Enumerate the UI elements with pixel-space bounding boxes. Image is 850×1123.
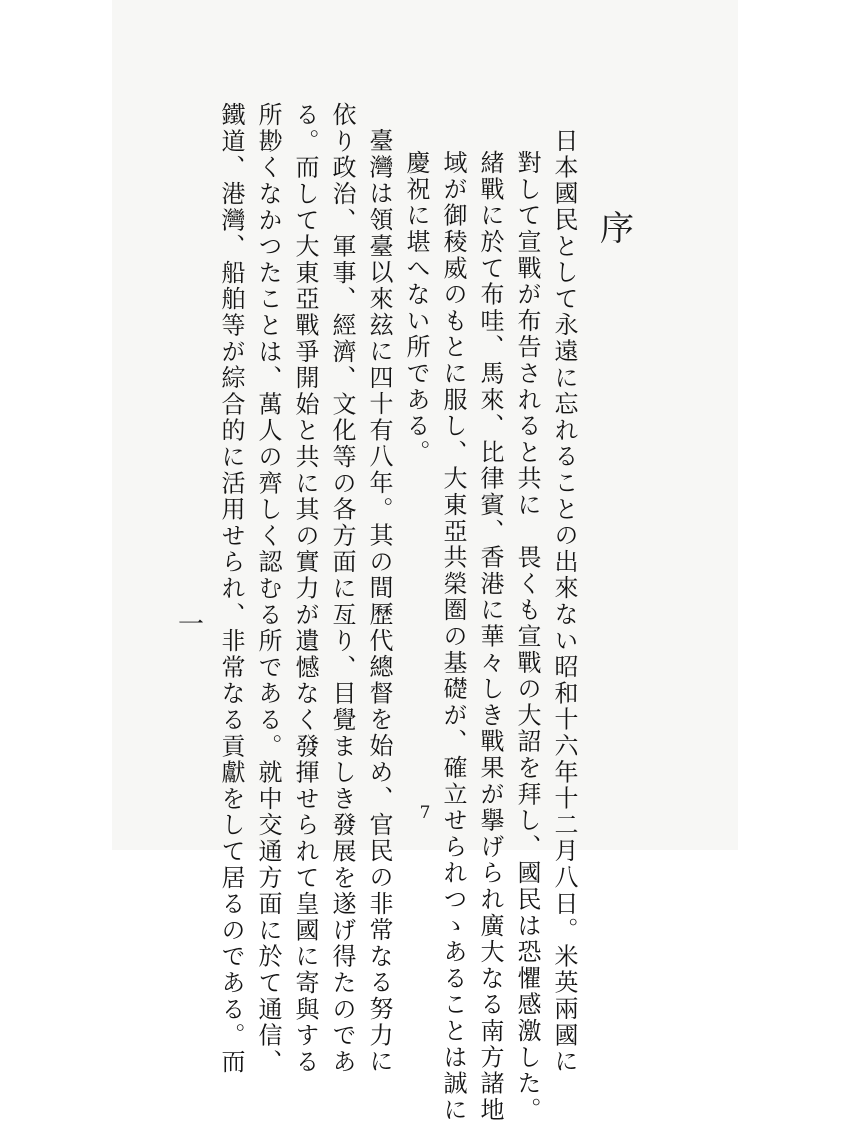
page-number: 7 — [419, 803, 431, 823]
text-column: 依り政治、軍事、經濟、文化等の各方面に亙り、目覺ましき發展を遂げ得たのであ — [328, 102, 356, 1076]
text-column: 慶祝に堪へない所である。 — [402, 150, 430, 466]
text-column: 日本國民として永遠に忘れることの出來ない昭和十六年十二月八日。米英兩國に — [550, 128, 578, 1075]
text-column: 緒戰に於て布哇、馬來、比律賓、香港に華々しき戰果が擧げられ廣大なる南方諸地 — [476, 150, 504, 1123]
text-column: 對して宣戰が布告されると共に 畏くも宣戰の大詔を拜し、國民は恐懼感激した。 — [513, 150, 541, 1123]
text-column: 鐵道、港灣、船舶等が綜合的に活用せられ、非常なる貢獻をして居るのである。而 — [217, 102, 245, 1076]
text-column: る。而して大東亞戰爭開始と共に其の實力が遺憾なく發揮せられて皇國に寄與する — [291, 102, 319, 1076]
preface-heading: 序 — [600, 209, 634, 249]
text-column: 臺灣は領臺以來玆に四十有八年。其の間歷代總督を始め、官民の非常なる努力に — [365, 128, 393, 1075]
text-column: 所尠くなかつたことは、萬人の齊しく認むる所である。就中交通方面に於て通信、 — [254, 102, 282, 1076]
text-column: 域が御稜威のもとに服し、大東亞共榮圏の基礎が、確立せられつゝあることは誠に — [439, 150, 467, 1123]
marginal-numeral: 一 — [178, 610, 205, 640]
